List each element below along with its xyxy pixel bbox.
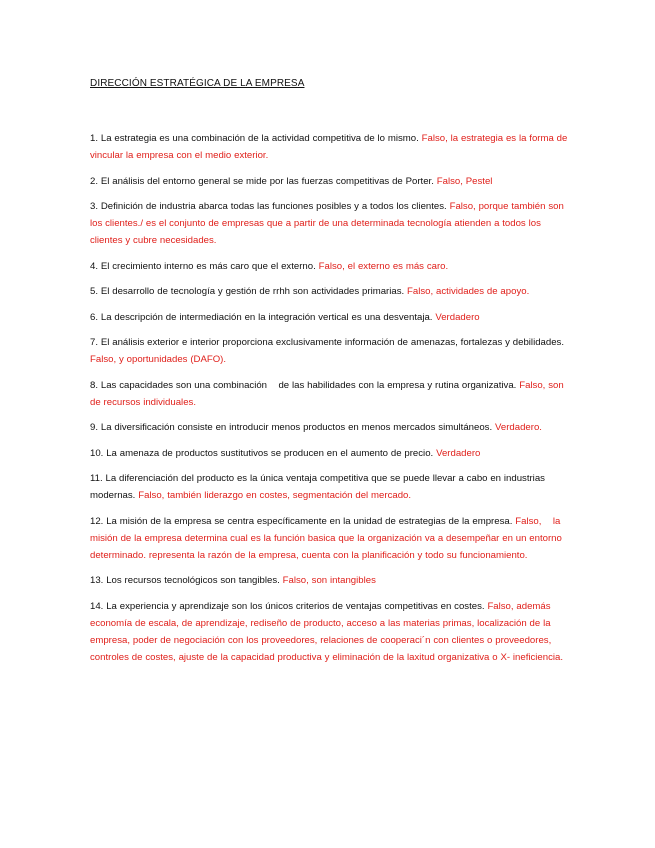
question-item-13 <box>90 572 568 589</box>
answer-text: Falso, también liderazgo en costes, segmentación del mercado. <box>138 490 412 501</box>
document-title: DIRECCIÓN ESTRATÉGICA DE LA EMPRESA <box>90 78 305 89</box>
question-text: 2. El análisis del entorno general se mide por las fuerzas competitivas de Porter. <box>90 175 434 187</box>
question-item-11 <box>90 470 568 504</box>
question-text: 3. Definición de industria abarca todas las funciones posibles y a todos los clientes. <box>90 201 447 212</box>
question-text: 13. Los recursos tecnológicos son tangibles. <box>90 575 280 586</box>
question-item-7 <box>90 334 568 368</box>
answer-text: Verdadero. <box>495 422 542 433</box>
question-item-14 <box>90 598 568 666</box>
answer-text: Falso, son intangibles <box>282 575 376 586</box>
question-text: 5. El desarrollo de tecnología y gestión de rrhh son actividades primarias. <box>90 286 405 297</box>
question-item-1 <box>90 130 568 164</box>
answer-text: Falso, la misión de la empresa determina cual es la función basica que la organización va a desempeñar en un entorno determinado. representa la razón de la empresa, cuenta con la planificación y todo su funcionamiento. <box>90 515 565 561</box>
question-text: 12. La misión de la empresa se centra específicamente en la unidad de estrategias de la empresa. <box>90 515 513 527</box>
question-text: 6. La descripción de intermediación en la integración vertical es una desventaja. <box>90 311 433 323</box>
question-text: 4. El crecimiento interno es más caro que el externo. <box>90 260 316 272</box>
question-item-5 <box>90 283 568 300</box>
question-text: 1. La estrategia es una combinación de la actividad competitiva de lo mismo. <box>90 133 419 144</box>
question-text: 14. La experiencia y aprendizaje son los únicos criterios de ventajas competitivas en costes. <box>90 600 485 612</box>
question-item-6 <box>90 309 568 326</box>
answer-text: Verdadero <box>436 447 481 459</box>
question-text: 9. La diversificación consiste en introducir menos productos en menos mercados simultáneos. <box>90 422 493 433</box>
answer-text: Falso, son de recursos individuales. <box>90 379 564 408</box>
question-text: 10. La amenaza de productos sustitutivos se producen en el aumento de precio. <box>90 447 434 459</box>
question-list <box>90 130 568 674</box>
question-item-2 <box>90 173 568 190</box>
question-item-12 <box>90 513 568 564</box>
question-text: 11. La diferenciación del producto es la única ventaja competitiva que se puede llevar a cabo en industrias modernas. <box>90 473 545 501</box>
answer-text: Falso, actividades de apoyo. <box>407 286 530 297</box>
answer-text: Verdadero <box>435 311 480 323</box>
question-item-4 <box>90 258 568 275</box>
answer-text: Falso, la estrategia es la forma de vincular la empresa con el medio exterior. <box>90 133 568 161</box>
question-text: 7. El análisis exterior e interior proporciona exclusivamente información de amenazas, fortalezas y debilidades. <box>90 337 565 348</box>
question-item-10 <box>90 445 568 462</box>
question-item-3 <box>90 198 568 249</box>
question-item-9 <box>90 419 568 436</box>
answer-text: Falso, el externo es más caro. <box>318 260 449 272</box>
question-item-8 <box>90 377 568 411</box>
question-text: 8. Las capacidades son una combinación de las habilidades con la empresa y rutina organizativa. <box>90 379 517 391</box>
answer-text: Falso, además economía de escala, de aprendizaje, rediseño de producto, acceso a las materias primas, localización de la empresa, poder de negociación con los proveedores, relaciones de cooperaci´n con clientes o proveedores, controles de costes, ajuste de la capacidad productiva y eliminación de la laxitud organizativa o X- ineficiencia. <box>90 600 564 663</box>
answer-text: Falso, Pestel <box>436 175 493 187</box>
answer-text: Falso, porque también son los clientes./ es el conjunto de empresas que a partir de una determinada tecnología atienden a todos los clientes y cubre necesidades. <box>90 201 564 246</box>
answer-text: Falso, y oportunidades (DAFO). <box>90 354 227 365</box>
